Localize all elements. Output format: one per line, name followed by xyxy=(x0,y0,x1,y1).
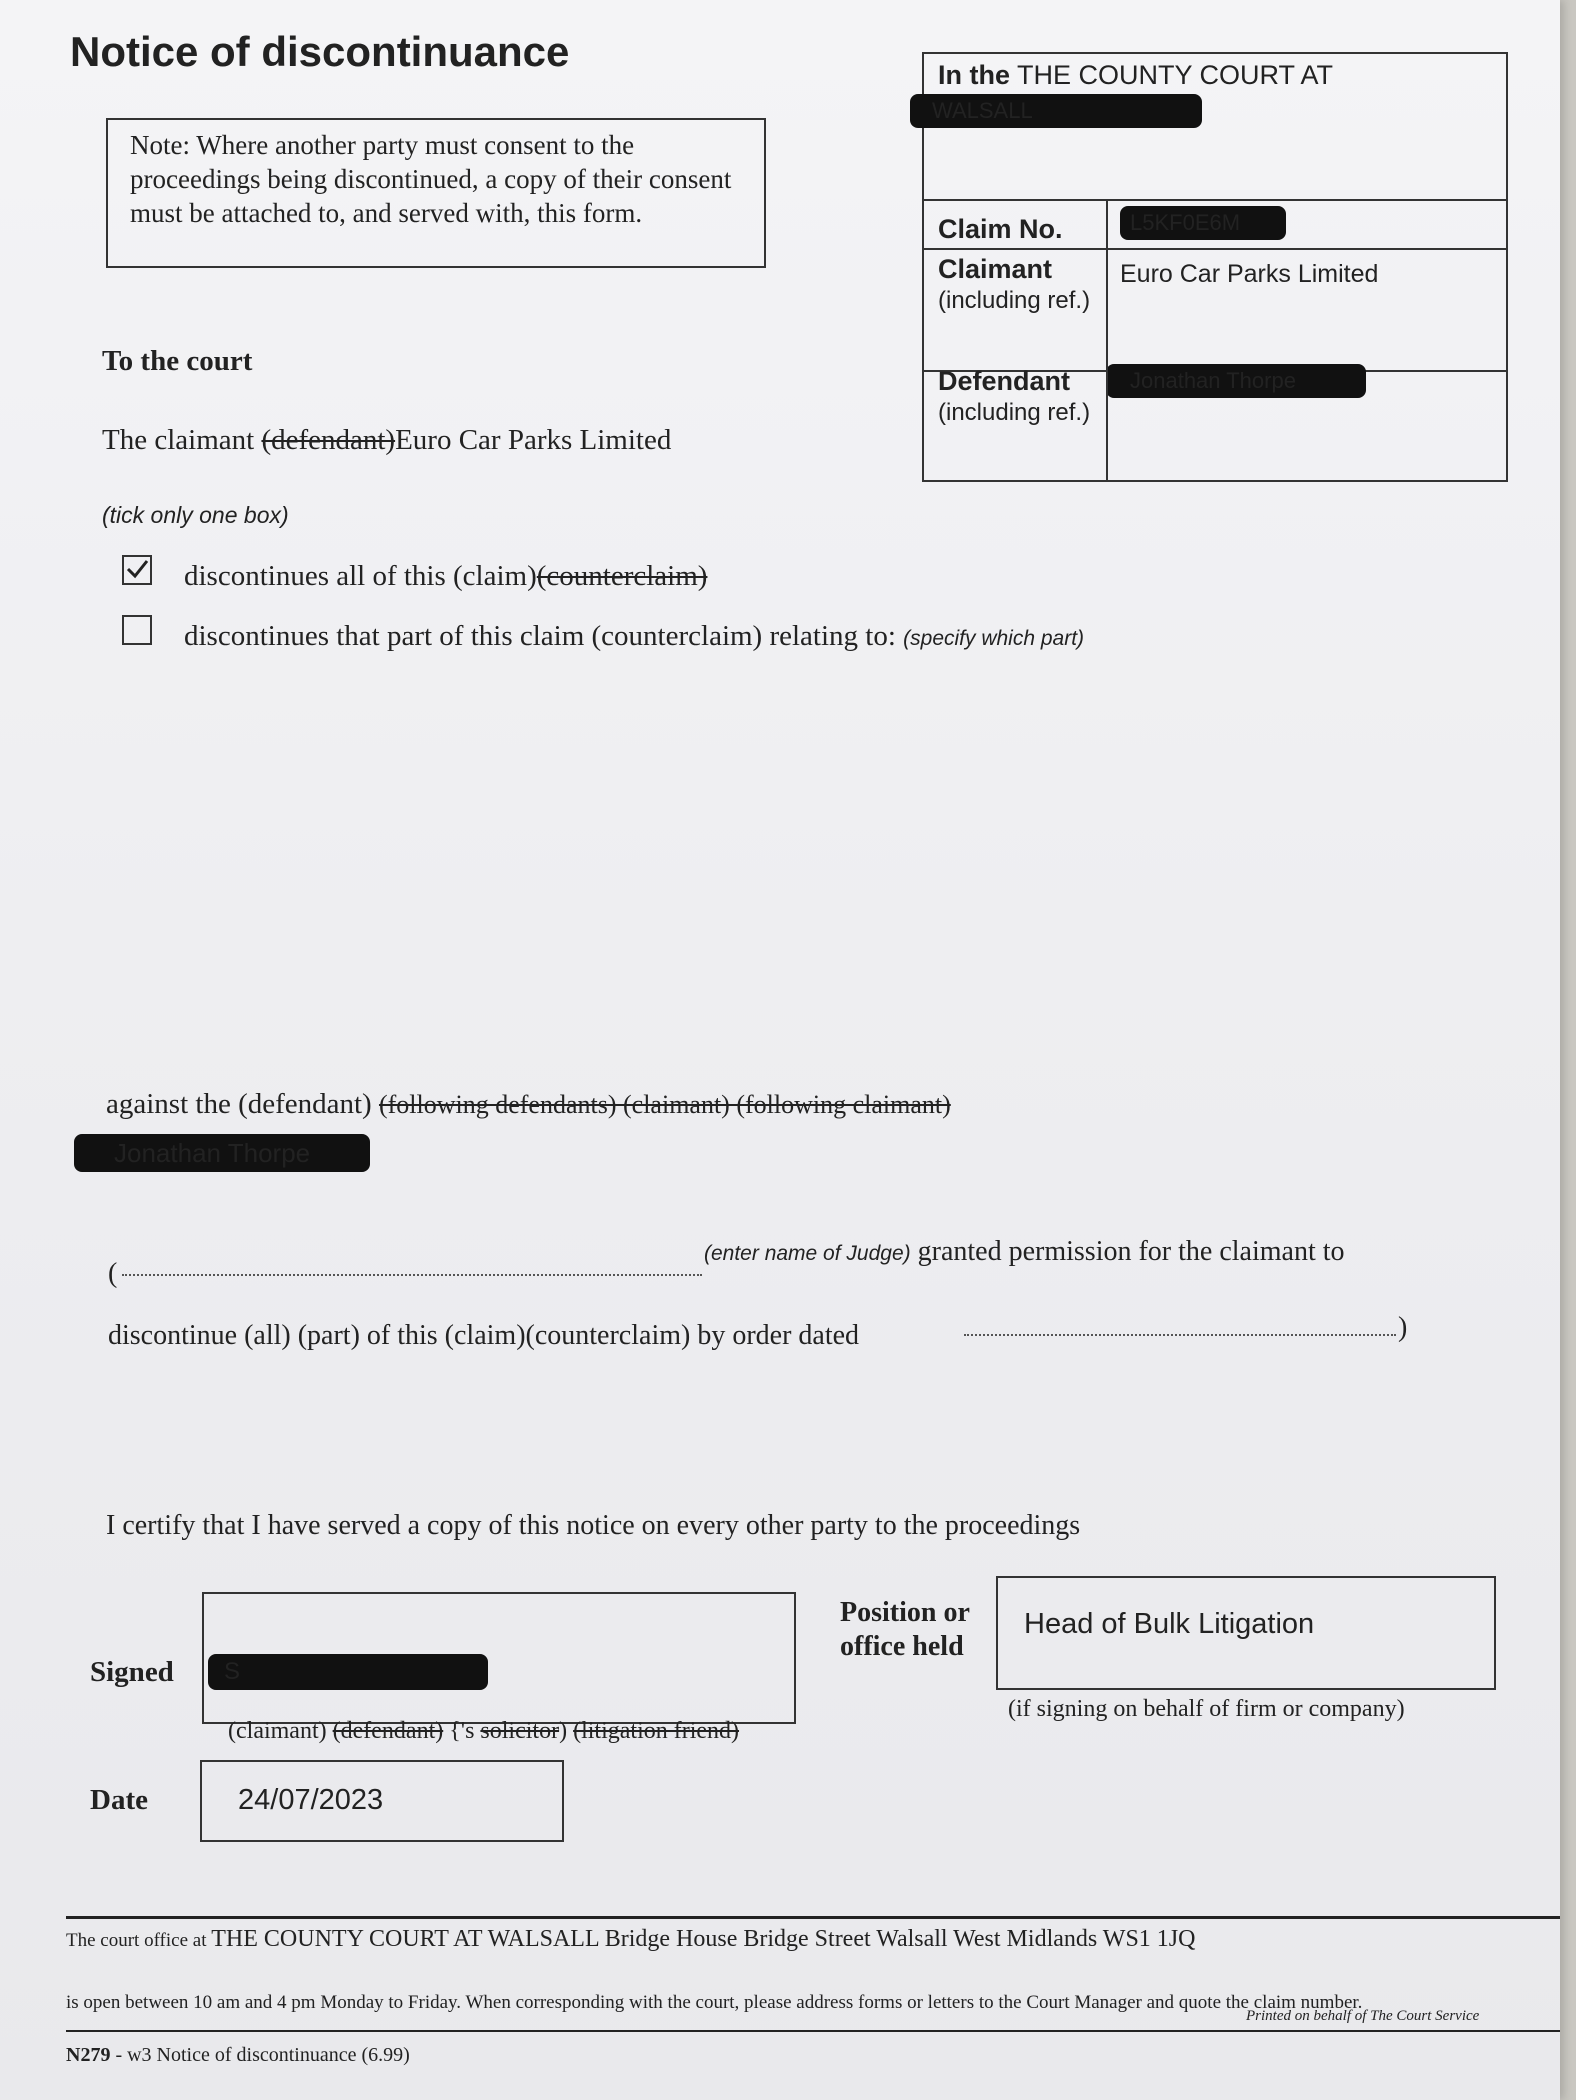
discontinue-all-option xyxy=(184,560,707,593)
defendant-redacted: Jonathan Thorpe xyxy=(1106,364,1366,398)
discontinue-part-option xyxy=(184,620,1084,653)
claimant-prefix: The claimant xyxy=(102,424,262,456)
position-value: Head of Bulk Litigation xyxy=(1024,1608,1315,1640)
role-struck-litigation-friend: (litigation friend) xyxy=(573,1718,740,1744)
form-description: - w3 Notice of discontinuance (6.99) xyxy=(110,2044,410,2066)
defendant-label: Defendant xyxy=(938,366,1071,396)
judge-hint: (enter name of Judge) xyxy=(704,1242,911,1265)
order-line-text: discontinue (all) (part) of this (claim)(counterclaim) by order dated xyxy=(108,1320,860,1351)
order-date-field[interactable] xyxy=(964,1322,1396,1336)
option-part-hint: (specify which part) xyxy=(903,627,1085,650)
claimant-name: Euro Car Parks Limited xyxy=(395,424,672,456)
claimant-ref-label: (including ref.) xyxy=(938,287,1091,314)
claim-no-row xyxy=(924,199,1506,201)
claim-no-redacted: L5KF0E6M xyxy=(1120,206,1286,240)
order-close-paren: ) xyxy=(1398,1312,1408,1343)
consent-note-box xyxy=(106,118,766,268)
judge-open-paren: ( xyxy=(108,1258,118,1289)
page-title: Notice of discontinuance xyxy=(70,28,570,75)
role-claimant: (claimant) xyxy=(228,1718,333,1744)
role-mid-2: ) xyxy=(559,1718,574,1744)
footer-divider-bottom xyxy=(66,2030,1560,2032)
in-the-label: In the xyxy=(938,60,1010,90)
signatory-role xyxy=(228,1718,739,1745)
court-office-prefix: The court office at xyxy=(66,1930,212,1951)
judge-name-field[interactable] xyxy=(122,1262,702,1276)
option-all-struck: (counterclaim) xyxy=(536,560,708,592)
against-prefix: against the (defendant) xyxy=(106,1088,379,1120)
court-details-box xyxy=(922,52,1508,482)
struck-defendant: (defendant) xyxy=(261,424,396,456)
defendant-name-redacted: Jonathan Thorpe xyxy=(74,1134,370,1172)
date-value: 24/07/2023 xyxy=(238,1784,384,1816)
court-office-address: THE COUNTY COURT AT WALSALL Bridge House Bridge Street Walsall West Midlands WS1 1JQ xyxy=(211,1926,1196,1952)
position-label: Position or office held xyxy=(840,1597,970,1662)
option-part-text: discontinues that part of this claim (counterclaim) relating to: xyxy=(184,620,904,652)
date-field[interactable] xyxy=(200,1760,564,1842)
position-hint: (if signing on behalf of firm or company) xyxy=(1008,1696,1405,1722)
option-all-text: discontinues all of this (claim) xyxy=(184,560,537,592)
discontinue-part-checkbox[interactable] xyxy=(122,615,152,645)
role-struck-defendant: (defendant) xyxy=(332,1718,444,1744)
claim-no-label: Claim No. xyxy=(938,214,1063,244)
court-name-redacted: WALSALL xyxy=(910,94,1202,128)
to-the-court-heading: To the court xyxy=(102,345,253,377)
position-field[interactable] xyxy=(996,1576,1496,1690)
checkmark-icon xyxy=(124,557,150,583)
defendant-ref-label: (including ref.) xyxy=(938,399,1091,426)
role-struck-solicitor: solicitor xyxy=(480,1718,560,1744)
printed-by: Printed on behalf of The Court Service xyxy=(1246,2008,1480,2024)
claimant-row xyxy=(924,248,1506,250)
signature-redacted: S xyxy=(208,1654,488,1690)
form-reference xyxy=(66,2044,410,2067)
claimant-statement xyxy=(102,424,671,457)
certify-statement: I certify that I have served a copy of this notice on every other party to the proceedings xyxy=(106,1510,1081,1541)
against-struck: (following defendants) (claimant) (following claimant) xyxy=(378,1090,951,1119)
role-mid: {'s xyxy=(443,1718,481,1744)
against-statement xyxy=(106,1088,951,1121)
signed-label: Signed xyxy=(90,1656,174,1688)
discontinue-all-checkbox[interactable] xyxy=(122,555,152,585)
court-box-divider xyxy=(1106,199,1108,480)
claimant-value: Euro Car Parks Limited xyxy=(1120,260,1379,288)
judge-permission-text: granted permission for the claimant to xyxy=(910,1236,1345,1267)
date-label: Date xyxy=(90,1784,148,1816)
court-opening-hours: is open between 10 am and 4 pm Monday to Friday. When corresponding with the court, please address forms or letters to the Court Manager and quote the claim number. xyxy=(66,1992,1363,2013)
footer-divider-top xyxy=(66,1916,1560,1919)
court-name-row xyxy=(938,60,1333,90)
court-office-line xyxy=(66,1926,1195,1953)
judge-line-text xyxy=(704,1236,1345,1268)
tick-instruction: (tick only one box) xyxy=(102,502,289,528)
consent-note: Note: Where another party must consent to the proceedings being discontinued, a copy of their consent must be attached to, and served with, this form. xyxy=(130,130,732,228)
claimant-label: Claimant xyxy=(938,254,1053,284)
form-code: N279 xyxy=(66,2044,111,2066)
court-name: THE COUNTY COURT AT xyxy=(1017,60,1334,90)
